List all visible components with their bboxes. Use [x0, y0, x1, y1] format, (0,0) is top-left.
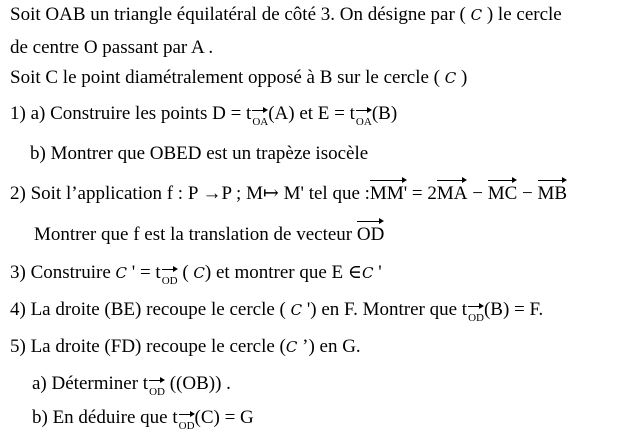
- intro-line-1: Soit OAB un triangle équilatéral de côté 3. On désigne par ( C ) le cercle: [10, 4, 562, 25]
- circle-symbol: C: [193, 264, 205, 282]
- circle-symbol: C: [361, 264, 374, 282]
- vector-od: OD: [162, 267, 178, 293]
- question-5a: a) Déterminer $t_{OD}$ ((OB)) .: [32, 372, 231, 398]
- translation-t: t: [246, 103, 252, 124]
- vector-mc: MC: [488, 180, 518, 206]
- question-2b: Montrer que f est la translation de vecteur OD: [34, 221, 384, 247]
- question-5: 5) La droite (FD) recoupe le cercle (C ’) en G.: [10, 336, 361, 357]
- translation-t: t: [155, 262, 161, 283]
- vector-oa: OA: [252, 108, 268, 134]
- intro-line-2: de centre O passant par A .: [10, 37, 214, 58]
- vector-od: OD: [468, 304, 484, 330]
- circle-symbol: C: [115, 264, 128, 282]
- circle-symbol: C: [285, 338, 298, 356]
- vector-od: OD: [149, 378, 165, 404]
- vector-oa: OA: [356, 108, 372, 134]
- translation-t: t: [349, 103, 355, 124]
- question-3: 3) Construire C ' = $t_{OD}$ ( C) et montrer que E ∈C ': [10, 261, 382, 287]
- vector-od: OD: [357, 221, 384, 247]
- circle-symbol: C: [470, 6, 483, 24]
- circle-symbol: C: [290, 301, 303, 319]
- question-5b: b) En déduire que $t_{OD}(C) = G$: [32, 406, 254, 432]
- question-4: 4) La droite (BE) recoupe le cercle ( C ') en F. Montrer que $t_{OD}(B) = F$.: [10, 298, 543, 324]
- question-1b: b) Montrer que OBED est un trapèze isocèle: [30, 143, 369, 164]
- question-2: 2) Soit l’application f : P →P ; M↦ M' tel que :MM' = 2MA − MC − MB: [10, 180, 567, 206]
- circle-symbol: C: [444, 69, 457, 87]
- vector-mb: MB: [538, 180, 568, 206]
- translation-t: t: [172, 407, 178, 428]
- question-1a: 1) a) Construire les points $D = t_{OA}(A)$ et $E = t_{OA}(B)$: [10, 102, 397, 128]
- vector-od: OD: [179, 412, 195, 438]
- intro-line-3: Soit C le point diamétralement opposé à B sur le cercle ( C ): [10, 67, 468, 88]
- translation-t: t: [461, 299, 468, 320]
- vector-ma: MA: [437, 180, 468, 206]
- translation-t: t: [142, 373, 149, 394]
- vector-mm-prime: MM': [370, 180, 407, 206]
